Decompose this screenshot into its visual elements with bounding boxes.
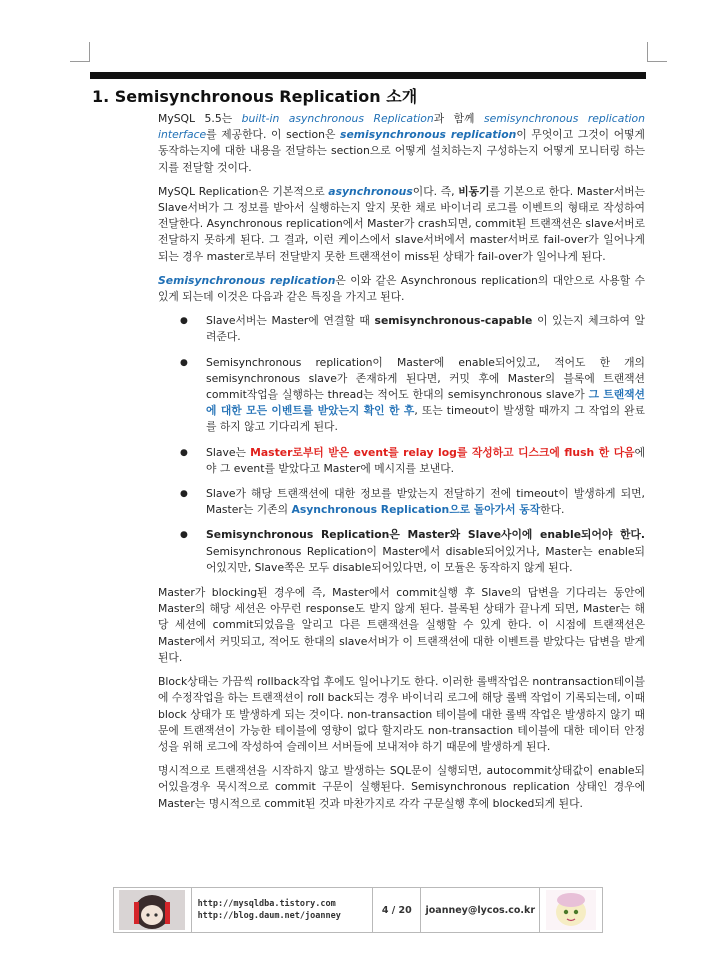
bold-term: semisynchronous-capable xyxy=(374,314,533,328)
page-footer xyxy=(113,887,603,933)
paragraph-intro xyxy=(158,111,645,176)
text: 이 무엇이고 그것이 어떻게 동작하는지에 대한 내용을 전달하는 section으로 어떻게 설치하는지 구성하는지 어떻게 모니터링 하는지를 전달할 것이다. xyxy=(158,128,645,174)
text: 과 함께 xyxy=(433,112,484,125)
highlight-term: semisynchronous replication xyxy=(340,128,517,142)
footer-avatar-right xyxy=(540,888,602,932)
paragraph-autocommit: 명시적으로 트랜잭션을 시작하지 않고 발생하는 SQL문이 실행되면, autocommit상태값이 enable되어있을경우 묵시적으로 commit 구문이 실행된다. Semisynchronous replication 상태인 경우에 Master는 명시적으로 commit된 것과 마찬가지로 각각 구문실행 후에 blocked되게 된다. xyxy=(158,764,645,810)
paragraph-blocking: Master가 blocking된 경우에 즉, Master에서 commit실행 후 Slave의 답변을 기다리는 동안에 Master의 해당 세션은 아무런 response도 받지 않게 된다. 블록된 상태가 끝나게 되면, Master는 해당 세션에 commit되었음을 알리고 다른 트랜잭션을 실행할 수 있게 한다. 이 시점에 트랜잭션은 Master에서 커밋되고, 적어도 한대의 slave서버가 이 트랜잭션에 대한 이벤트를 받았다는 답변을 받게 된다. xyxy=(158,586,645,664)
text: Slave가 해당 트랜잭션에 대한 정보를 받았는지 전달하기 전에 timeout이 발생하게 되면, Master는 기존의 xyxy=(206,487,645,517)
blue-emphasis: Asynchronous Replication으로 돌아가서 동작 xyxy=(291,503,541,517)
text: , 또는 timeout이 발생할 때까지 그 작업의 완료를 하지 않고 기다리게 된다. xyxy=(206,404,645,434)
bold-term: 비동기 xyxy=(458,184,490,198)
text: Semisynchronous Replication이 Master에서 disable되어있거나, Master는 enable되어있지만, Slave쪽은 모두 disable되어있다면, 이 모듈은 동작하지 않게 된다. xyxy=(206,544,645,574)
text: Slave는 xyxy=(206,445,251,459)
list-item xyxy=(206,355,645,436)
highlight-term: semisynchronous replication interface xyxy=(158,112,645,142)
bold-term: Semisynchronous Replication은 Master와 Slave사이에 enable되어야 한다. xyxy=(206,528,645,542)
section-title: 1. Semisynchronous Replication 소개 xyxy=(92,87,418,106)
page-number: 4 / 20 xyxy=(373,888,421,932)
crop-mark-top-left-v xyxy=(89,42,90,62)
crop-mark-top-right-v xyxy=(647,42,648,62)
feature-list xyxy=(158,313,645,576)
text: MySQL 5.5는 xyxy=(158,112,242,125)
paragraph-semisync xyxy=(158,273,645,305)
footer-links xyxy=(192,888,374,932)
text: MySQL Replication은 기본적으로 xyxy=(158,184,329,198)
text: 를 제공한다. 이 section은 xyxy=(206,128,341,142)
red-emphasis: Master로부터 받은 event를 relay log를 작성하고 디스크에 flush 한 다음 xyxy=(250,445,635,459)
blog-link-daum[interactable]: http://blog.daum.net/joanney xyxy=(197,911,341,921)
text: 이 있는지 체크하여 알려준다. xyxy=(206,314,645,344)
footer-email[interactable]: joanney@lycos.co.kr xyxy=(421,888,540,932)
header-rule xyxy=(90,72,646,79)
text: 한다. xyxy=(540,503,565,517)
blog-link-tistory[interactable]: http://mysqldba.tistory.com xyxy=(197,899,336,909)
list-item xyxy=(206,445,645,477)
text: 이다. 즉, xyxy=(412,184,459,198)
highlight-term: built-in asynchronous Replication xyxy=(241,112,434,125)
crop-mark-top-left-h xyxy=(70,61,90,62)
text: Slave서버는 Master에 연결할 때 xyxy=(206,314,375,328)
list-item xyxy=(206,486,645,518)
blue-emphasis: 그 트랜잭션에 대한 모든 이벤트를 받았는지 확인 한 후 xyxy=(206,388,645,418)
highlight-term: asynchronous xyxy=(328,184,413,198)
highlight-term: Semisynchronous replication xyxy=(158,273,336,287)
text: 에야 그 event를 받았다고 Master에 메시지를 보낸다. xyxy=(206,445,645,475)
paragraph-async xyxy=(158,184,645,265)
paragraph-rollback: Block상태는 가끔씩 rollback작업 후에도 일어나기도 한다. 이러한 롤백작업은 nontransaction테이블에 수정작업을 하는 트랜잭션이 roll back되는 경우 바이너리 로그에 해당 롤백 작업이 기록되는데, 이때 block 상태가 또 발생하게 되는 것이다. non-transaction 테이블에 대한 롤백 작업은 발생하지 않기 때문에 트랜잭션이 가능한 테이블에 영향이 없다 할지라도 non-transaction 테이블에 대한 데이터 안정성을 위해 로그에 작성하여 슬레이브 서버들에 보내져야 하기 때문에 발생하게 된다. xyxy=(158,675,645,753)
character-image-right xyxy=(546,890,596,930)
footer-avatar-left xyxy=(114,888,192,932)
text: Semisynchronous replication이 Master에 enable되어있고, 적어도 한 개의 semisynchronous slave가 존재하게 된다면, 커밋 후에 Master의 블록에 트랜잭션 commit작업을 실행하는 thread는 적어도 한대의 semisynchronous slave가 xyxy=(206,355,645,402)
text: 를 기본으로 한다. Master서버는 Slave서버가 그 정보를 받아서 실행하는지 알지 못한 채로 바이너리 로그를 이벤트의 형태로 작성하여 전달한다. Asynchronous replication에서 Master가 crash되면, commit된 트랜잭션은 slave서버로 전달하지 못하게 된다. 그 결과, 이런 케이스에서 slave서버에서 master서버로 fail-over가 일어나게 되는 경우 master로부터 전달받지 못한 트랜잭션이 miss된 상태가 fail-over가 일어나게 된다. xyxy=(158,184,645,263)
document-body xyxy=(158,111,645,820)
crop-mark-top-right-h xyxy=(647,61,667,62)
character-image-left xyxy=(119,890,185,930)
list-item xyxy=(206,527,645,576)
text: 은 이와 같은 Asynchronous replication의 대안으로 사용할 수 있게 되는데 이것은 다음과 같은 특징을 가지고 된다. xyxy=(158,273,646,304)
list-item xyxy=(206,313,645,345)
